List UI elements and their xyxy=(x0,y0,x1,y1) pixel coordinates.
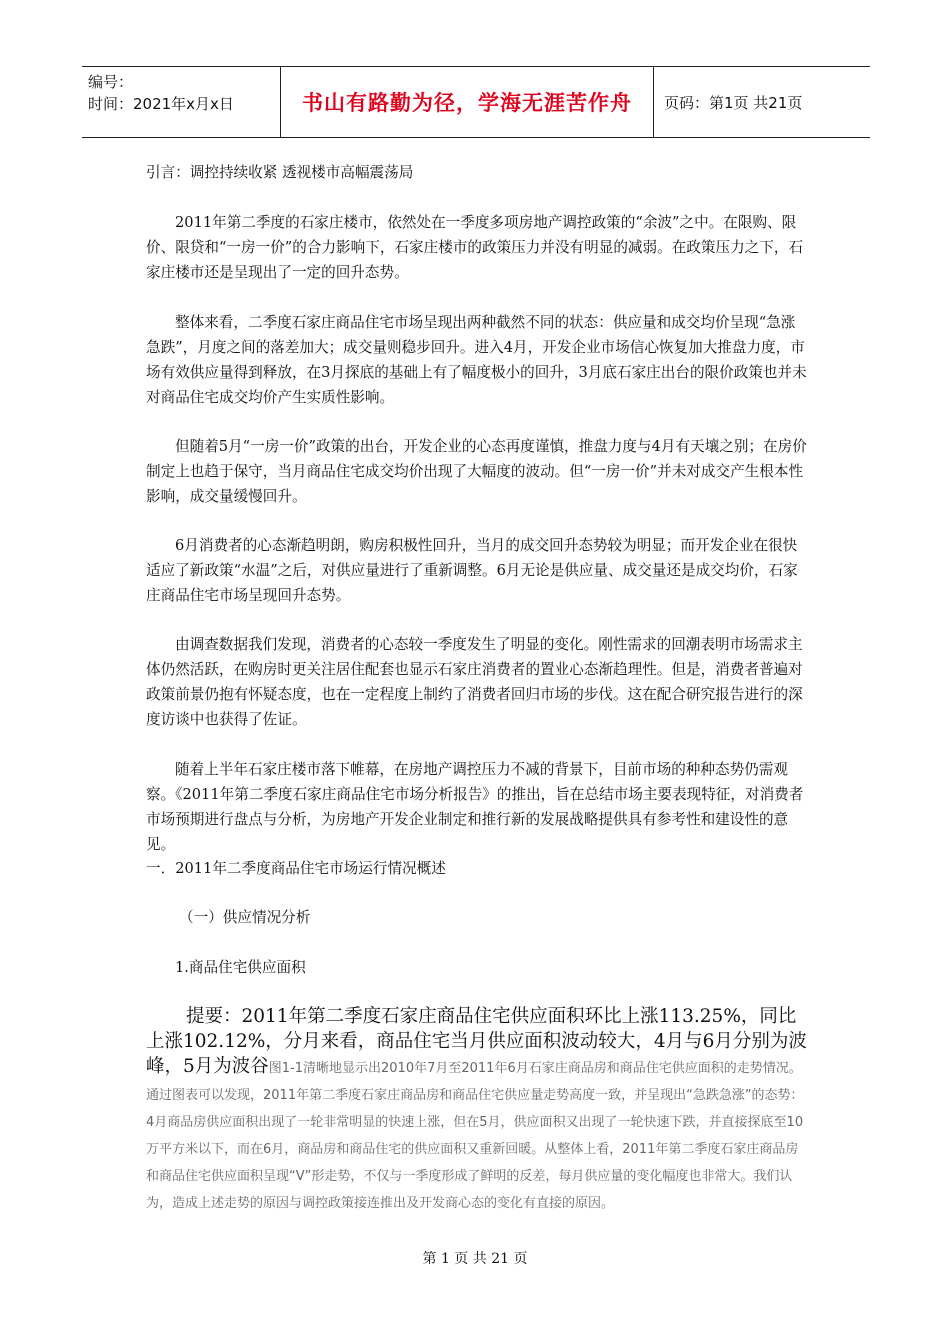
page-footer: 第 1 页 共 21 页 xyxy=(422,1251,528,1267)
paragraph-3: 但随着5月“一房一价”政策的出台，开发企业的心态再度谨慎，推盘力度与4月有天壤之别；在房价制定上也趋于保守，当月商品住宅成交均价出现了大幅度的波动。但“一房一价”并未对成交产生根本性影响，成交量缓慢回升。 xyxy=(146,438,807,505)
header-motto: 书山有路勤为径，学海无涯苦作舟 xyxy=(281,67,654,137)
item-heading: 1.商品住宅供应面积 xyxy=(175,959,306,976)
intro-line: 引言：调控持续收紧 透视楼市高幅震荡局 xyxy=(146,164,414,181)
figure-note: 图1-1清晰地显示出2010年7月至2011年6月石家庄商品房和商品住宅供应面积的走势情况。通过图表可以发现，2011年第二季度石家庄商品房和商品住宅供应量走势高度一致，并呈现出“急跌急涨”的态势：4月商品房供应面积出现了一轮非常明显的快速上涨，但在5月，供应面积又出现了一轮快速下跌，并直接探底至10万平方米以下，而在6月，商品房和商品住宅的供应面积又重新回暖。从整体上看，2011年第二季度石家庄商品房和商品住宅供应面积呈现“V”形走势，不仅与一季度形成了鲜明的反差，每月供应量的变化幅度也非常大。我们认为，造成上述走势的原因与调控政策接连推出及开发商心态的变化有直接的原因。 xyxy=(146,1061,804,1211)
subsection-heading: （一）供应情况分析 xyxy=(179,909,311,926)
page-header xyxy=(82,66,870,138)
header-page-info: 页码：第1页 共21页 xyxy=(664,93,803,112)
paragraph-4: 6月消费者的心态渐趋明朗，购房积极性回升，当月的成交回升态势较为明显；而开发企业在很快适应了新政策“水温”之后，对供应量进行了重新调整。6月无论是供应量、成交量还是成交均价，石家庄商品住宅市场呈现回升态势。 xyxy=(146,537,798,604)
paragraph-2: 整体来看，二季度石家庄商品住宅市场呈现出两种截然不同的状态：供应量和成交均价呈现“急涨急跌”，月度之间的落差加大；成交量则稳步回升。进入4月，开发企业市场信心恢复加大推盘力度，市场有效供应量得到释放，在3月探底的基础上有了幅度极小的回升，3月底石家庄出台的限价政策也并未对商品住宅成交均价产生实质性影响。 xyxy=(146,314,807,406)
paragraph-1: 2011年第二季度的石家庄楼市，依然处在一季度多项房地产调控政策的“余波”之中。在限购、限价、限贷和“一房一价”的合力影响下，石家庄楼市的政策压力并没有明显的减弱。在政策压力之下，石家庄楼市还是呈现出了一定的回升态势。 xyxy=(146,214,804,281)
paragraph-6: 随着上半年石家庄楼市落下帷幕，在房地产调控压力不减的背景下，目前市场的种种态势仍需观察。《2011年第二季度石家庄商品住宅市场分析报告》的推出，旨在总结市场主要表现特征，对消费者市场预期进行盘点与分析，为房地产开发企业制定和推行新的发展战略提供具有参考性和建设性的意见。 xyxy=(146,761,804,853)
time-label: 时间：2021年x月x日 xyxy=(88,95,234,113)
header-meta xyxy=(82,67,281,137)
section-heading: 一．2011年二季度商品住宅市场运行情况概述 xyxy=(146,860,446,877)
summary-block xyxy=(146,1004,810,1216)
number-label: 编号： xyxy=(88,73,134,91)
summary-text: 提要：2011年第二季度石家庄商品住宅供应面积环比上涨113.25%，同比上涨102.12%，分月来看，商品住宅当月供应面积波动较大，4月与6月分别为波峰，5月为波谷 xyxy=(146,1006,807,1077)
paragraph-5: 由调查数据我们发现，消费者的心态较一季度发生了明显的变化。刚性需求的回潮表明市场需求主体仍然活跃，在购房时更关注居住配套也显示石家庄消费者的置业心态渐趋理性。但是，消费者普遍对政策前景仍抱有怀疑态度，也在一定程度上制约了消费者回归市场的步伐。这在配合研究报告进行的深度访谈中也获得了佐证。 xyxy=(146,636,803,728)
